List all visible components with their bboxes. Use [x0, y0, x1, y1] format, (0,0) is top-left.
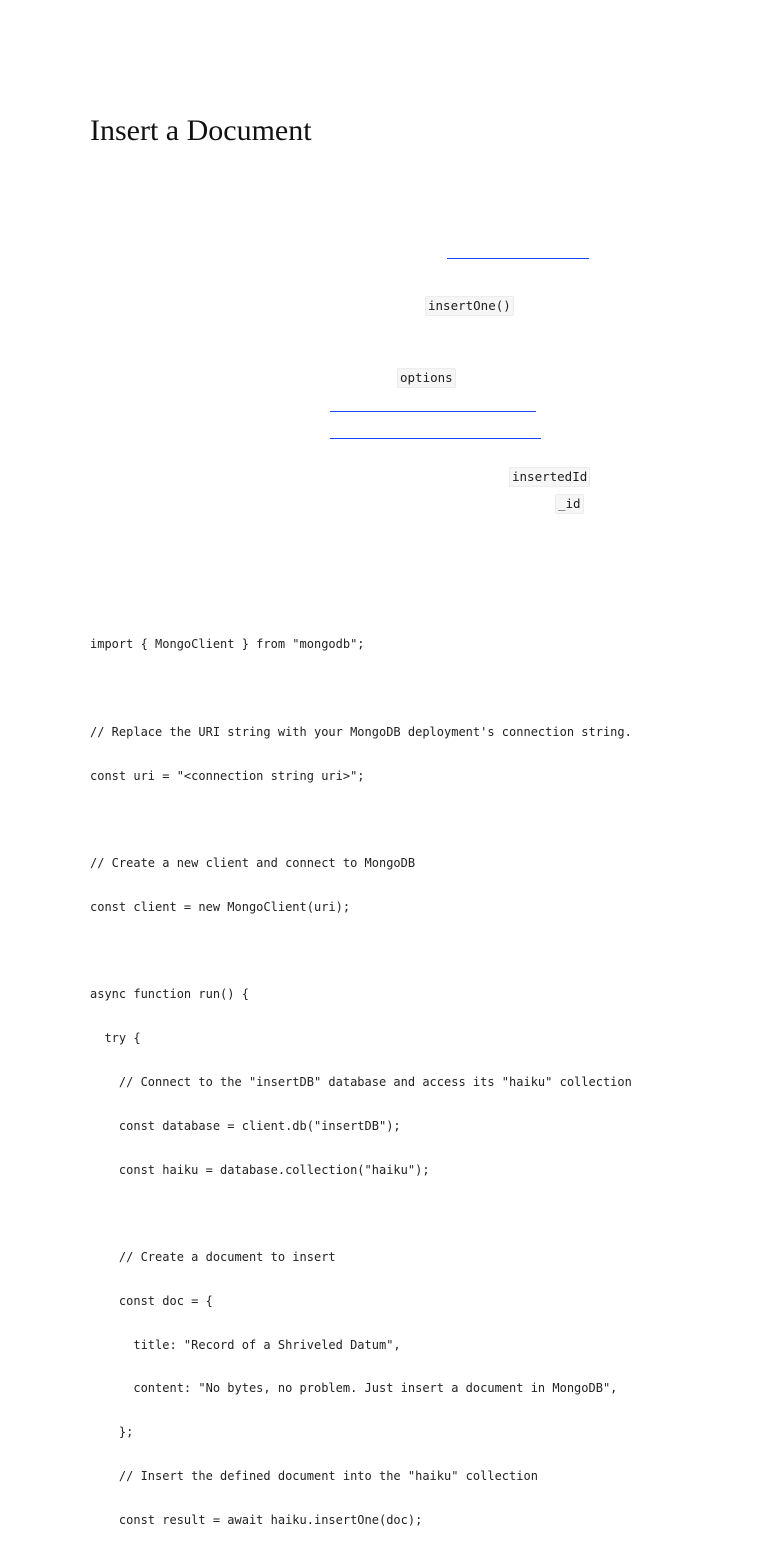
code-line: // Create a new client and connect to MongoDB	[90, 856, 416, 871]
code-line: async function run() {	[90, 987, 249, 1002]
link-3[interactable]	[330, 438, 541, 439]
code-line	[90, 681, 632, 696]
code-line	[90, 1206, 632, 1221]
code-line: const uri = "<connection string uri>";	[90, 768, 365, 783]
code-line	[90, 944, 632, 959]
code-line: // Insert the defined document into the "haiku" collection	[90, 1469, 538, 1484]
inline-code-options: options	[397, 368, 456, 388]
inline-code-insertedid: insertedId	[509, 467, 590, 487]
code-line: };	[90, 1425, 134, 1440]
page-title: Insert a Document	[90, 114, 312, 147]
code-line: const client = new MongoClient(uri);	[90, 899, 351, 914]
inline-code-id: _id	[555, 494, 584, 514]
code-line: title: "Record of a Shriveled Datum",	[90, 1337, 401, 1352]
link-1[interactable]	[447, 258, 589, 259]
code-line: // Replace the URI string with your MongoDB deployment's connection string.	[90, 724, 632, 739]
inline-code-insertone: insertOne()	[425, 296, 514, 316]
code-line: const database = client.db("insertDB");	[90, 1118, 401, 1133]
code-line: const haiku = database.collection("haiku");	[90, 1162, 430, 1177]
code-line: const doc = {	[90, 1293, 213, 1308]
code-line: import { MongoClient } from "mongodb";	[90, 637, 365, 652]
code-line: // Create a document to insert	[90, 1250, 336, 1265]
code-line: // Connect to the "insertDB" database and access its "haiku" collection	[90, 1075, 632, 1089]
code-block	[90, 608, 632, 1542]
link-2[interactable]	[330, 411, 536, 412]
code-line: const result = await haiku.insertOne(doc);	[90, 1512, 423, 1527]
code-line: try {	[90, 1031, 141, 1046]
code-line	[90, 812, 632, 827]
code-line: content: "No bytes, no problem. Just insert a document in MongoDB",	[90, 1381, 618, 1396]
